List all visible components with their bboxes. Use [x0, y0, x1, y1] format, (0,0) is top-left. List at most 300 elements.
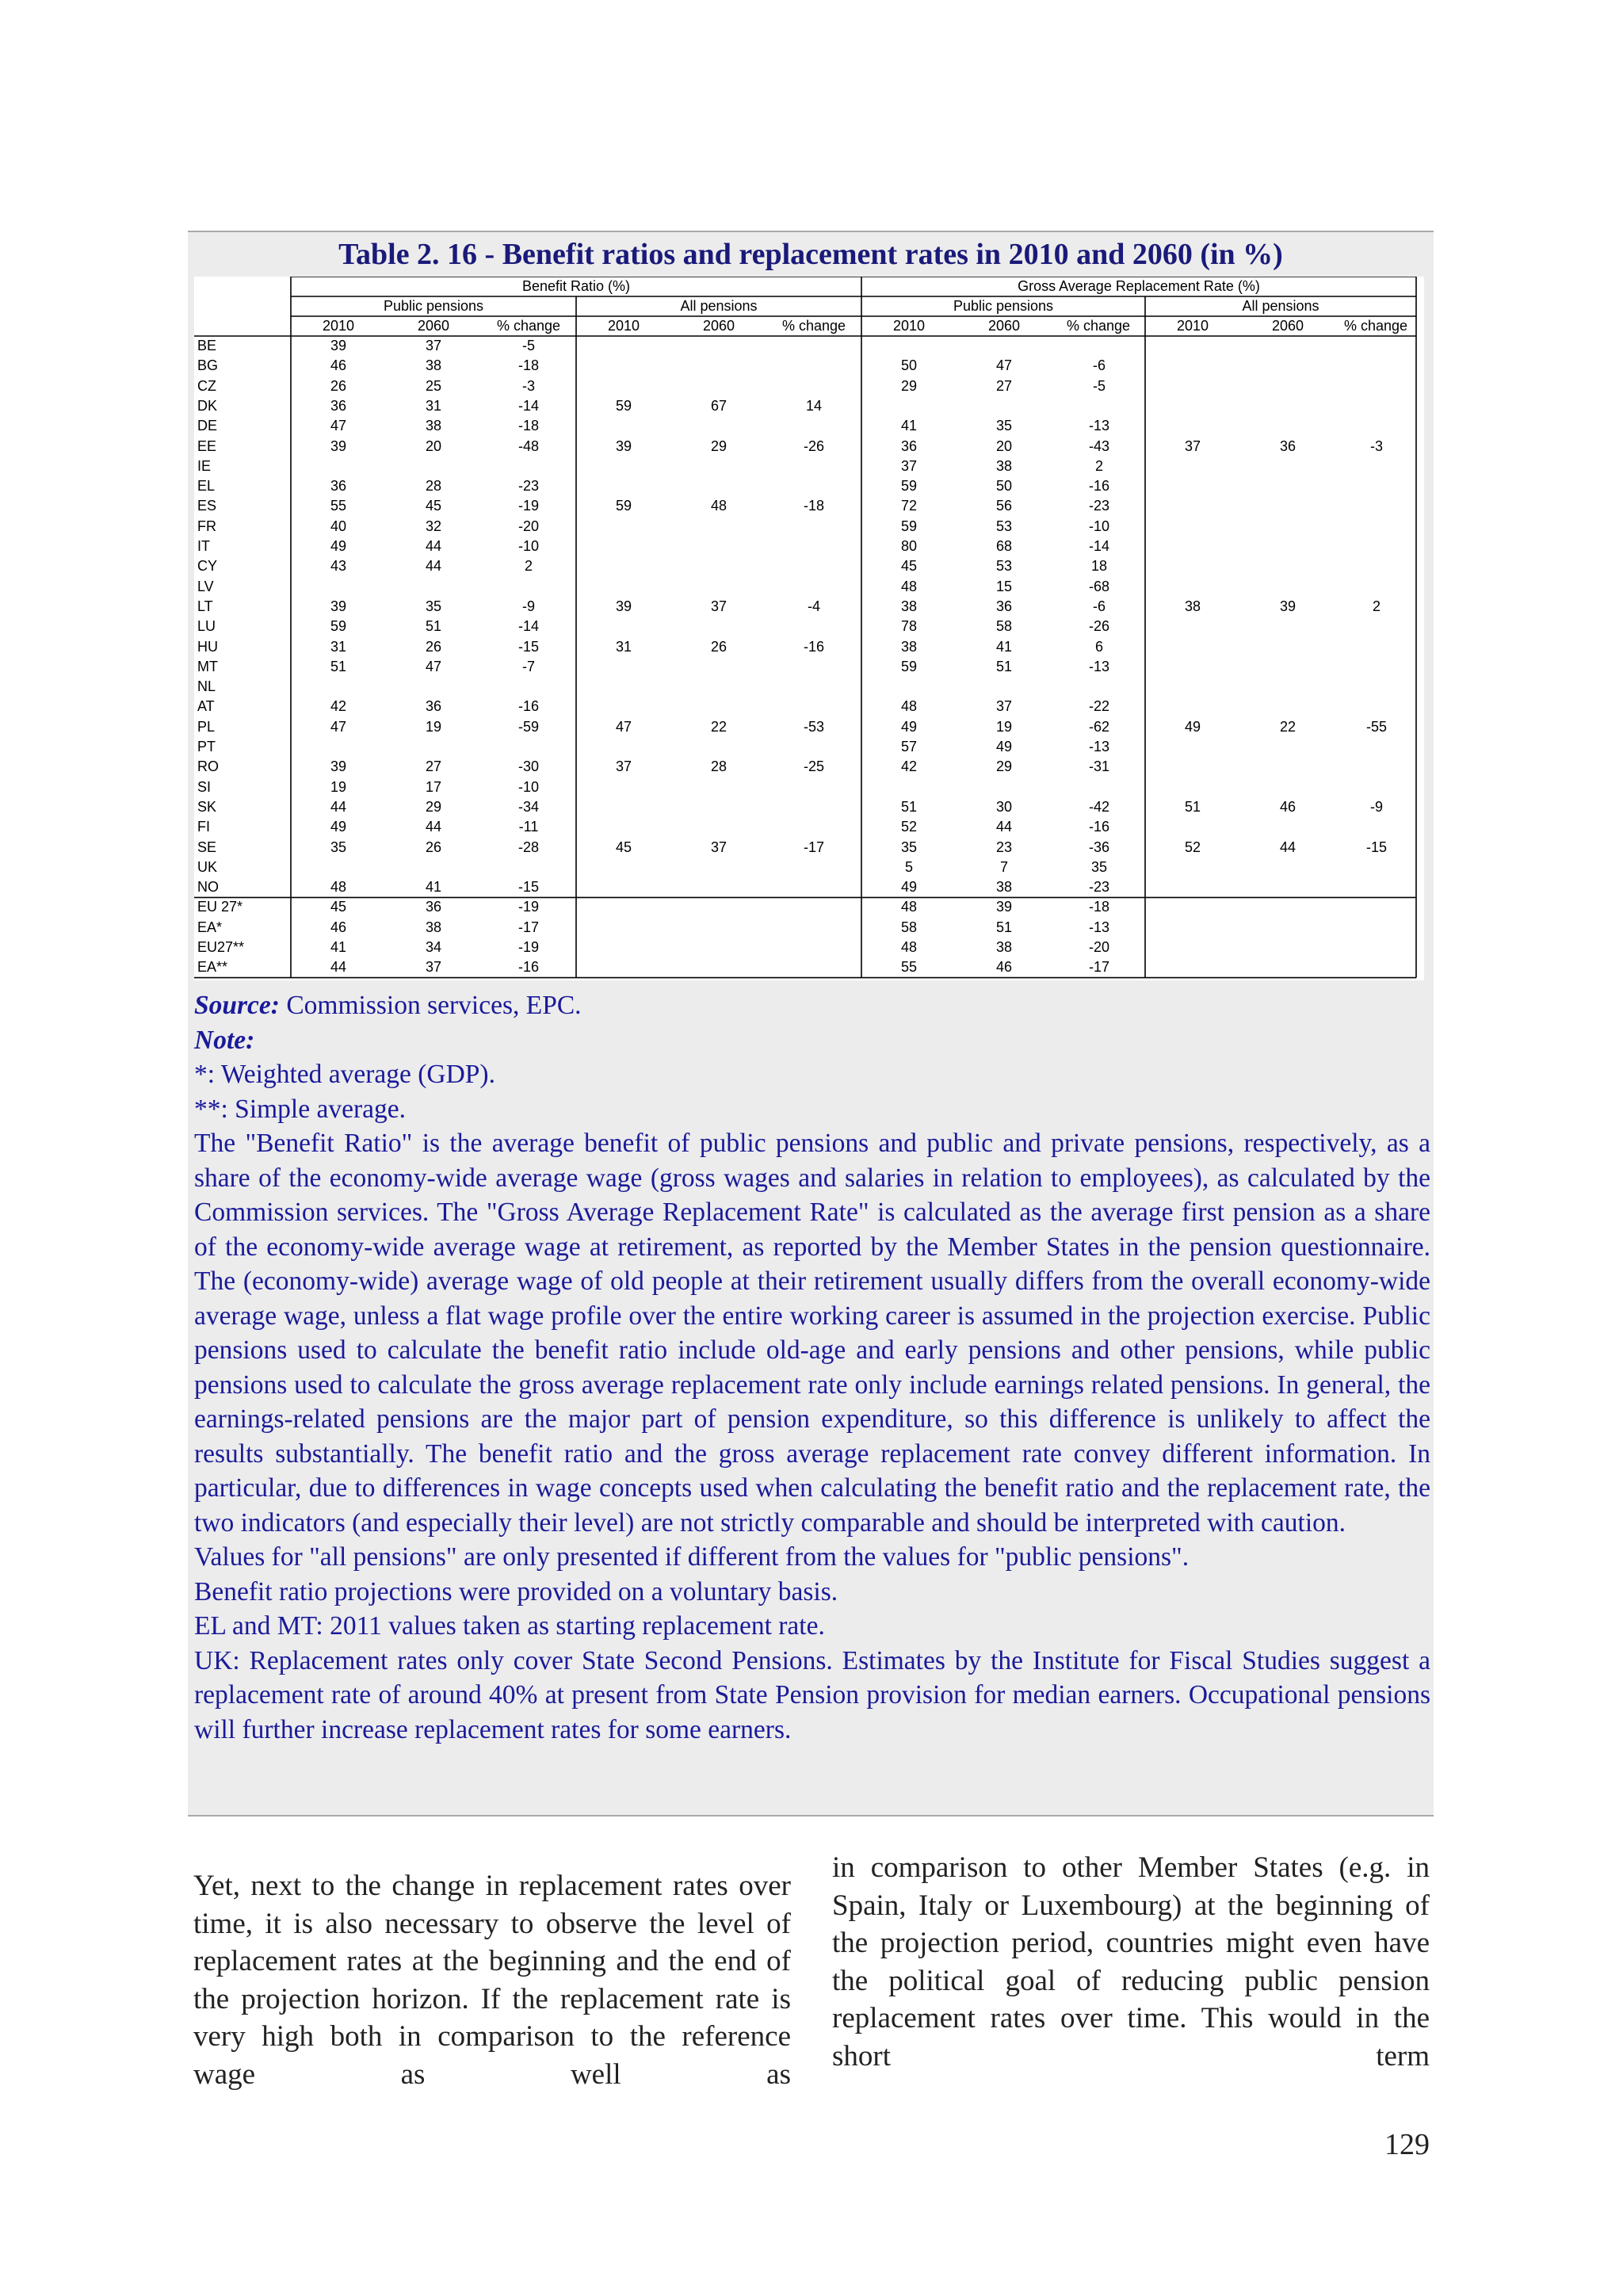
cell-br-pub-2010: 49	[330, 538, 347, 554]
source-text: Commission services, EPC.	[279, 991, 582, 1020]
country-code: CY	[197, 558, 218, 575]
cell-rr-pub-change: -17	[1088, 959, 1109, 976]
cell-rr-all-2010	[1153, 858, 1232, 877]
cell-rr-all-change	[1337, 677, 1416, 697]
cell-rr-all-2010	[1153, 356, 1232, 376]
country-code: NO	[197, 879, 219, 896]
cell-br-all-change: -53	[803, 718, 824, 735]
header-br-public-2060: 2060	[417, 318, 450, 334]
cell-rr-all-2010	[1153, 817, 1232, 837]
cell-rr-all-change	[1337, 537, 1416, 556]
cell-rr-pub-change: -68	[1088, 578, 1109, 594]
cell-br-pub-change	[489, 677, 568, 697]
cell-rr-pub-change: -36	[1088, 839, 1109, 855]
cell-rr-pub-change: 6	[1094, 638, 1103, 655]
cell-br-all-change: -16	[803, 638, 824, 655]
cell-rr-all-2060	[1248, 877, 1327, 897]
cell-br-pub-2060: 35	[425, 598, 442, 614]
cell-rr-pub-2010	[869, 677, 949, 697]
cell-br-all-change	[774, 918, 854, 938]
cell-rr-all-change: 2	[1372, 598, 1381, 614]
cell-rr-all-2010	[1153, 938, 1232, 957]
cell-rr-all-2060	[1248, 537, 1327, 556]
country-code: PT	[197, 739, 216, 755]
cell-rr-pub-2060: 30	[995, 798, 1013, 815]
cell-rr-pub-2060: 47	[995, 357, 1013, 374]
cell-rr-pub-2010: 58	[900, 919, 918, 935]
cell-br-all-2010: 59	[615, 397, 632, 414]
cell-br-all-change	[774, 697, 854, 716]
cell-rr-pub-2060	[964, 396, 1044, 416]
cell-rr-all-2060	[1248, 777, 1327, 797]
cell-rr-pub-2060: 27	[995, 377, 1013, 394]
cell-br-pub-change	[489, 737, 568, 757]
note-el-mt: EL and MT: 2011 values taken as starting replacement rate.	[194, 1611, 825, 1641]
header-br-public: Public pensions	[383, 298, 484, 314]
cell-rr-all-2060	[1248, 677, 1327, 697]
cell-br-pub-change	[489, 457, 568, 476]
cell-rr-pub-change: 2	[1094, 457, 1103, 474]
cell-rr-pub-2060: 44	[995, 819, 1013, 835]
cell-rr-all-2010	[1153, 657, 1232, 677]
cell-rr-pub-2010	[869, 336, 949, 356]
cell-rr-all-2060	[1248, 556, 1327, 576]
cell-rr-all-change	[1337, 396, 1416, 416]
cell-br-pub-2060	[394, 858, 473, 877]
cell-br-pub-2010: 31	[330, 638, 347, 655]
cell-br-pub-change: -18	[517, 418, 539, 434]
header-br-all-change: % change	[781, 318, 846, 334]
cell-rr-pub-2060: 36	[995, 598, 1013, 614]
cell-br-pub-2010: 46	[330, 919, 347, 935]
cell-br-all-change: -4	[807, 598, 820, 614]
cell-br-pub-change: -23	[517, 478, 539, 495]
cell-rr-all-2060	[1248, 938, 1327, 957]
cell-rr-pub-2010: 57	[900, 739, 918, 755]
cell-rr-all-change	[1337, 517, 1416, 537]
cell-br-all-change	[774, 336, 854, 356]
header-rr-all-2060: 2060	[1271, 318, 1304, 334]
header-rr-public: Public pensions	[953, 298, 1054, 314]
country-code: RO	[197, 758, 219, 775]
cell-br-pub-2010	[299, 858, 378, 877]
cell-rr-pub-2010: 49	[900, 718, 918, 735]
cell-br-all-2010	[584, 336, 663, 356]
header-br-public-2010: 2010	[322, 318, 355, 334]
cell-br-all-2010	[584, 577, 663, 597]
cell-br-pub-2060: 38	[425, 919, 442, 935]
cell-br-all-2060	[679, 617, 758, 636]
cell-rr-all-2010: 51	[1184, 798, 1201, 815]
cell-rr-pub-2010: 78	[900, 618, 918, 635]
cell-br-all-2010: 39	[615, 598, 632, 614]
cell-rr-pub-change: -13	[1088, 739, 1109, 755]
cell-br-all-change	[774, 957, 854, 977]
cell-br-pub-change: -10	[517, 538, 539, 554]
cell-rr-all-2060	[1248, 396, 1327, 416]
country-code: LU	[197, 618, 216, 635]
cell-br-pub-2060: 28	[425, 478, 442, 495]
cell-br-all-2010	[584, 537, 663, 556]
cell-rr-pub-2010: 51	[900, 798, 918, 815]
cell-br-all-2010: 59	[615, 498, 632, 514]
cell-br-pub-2060: 32	[425, 518, 442, 534]
body-text-right: in comparison to other Member States (e.g. in Spain, Italy or Luxembourg) at the beginning of the projection period, countries might even have the political goal of reducing public pension replacement rates over time. This would in the short term	[832, 1851, 1430, 2073]
cell-br-pub-change: -18	[517, 357, 539, 374]
country-code: LV	[197, 578, 214, 594]
cell-rr-pub-change: -22	[1088, 698, 1109, 715]
cell-rr-all-change	[1337, 957, 1416, 977]
cell-br-all-2060: 29	[710, 437, 727, 454]
cell-br-pub-2010: 59	[330, 618, 347, 635]
table-notes	[194, 988, 1430, 1747]
cell-rr-all-2060	[1248, 858, 1327, 877]
cell-br-all-2010	[584, 797, 663, 817]
cell-rr-pub-change: -16	[1088, 819, 1109, 835]
cell-br-pub-2010: 36	[330, 397, 347, 414]
cell-rr-pub-change: -43	[1088, 437, 1109, 454]
note-simple-average: **: Simple average.	[194, 1094, 406, 1124]
cell-br-all-change	[774, 657, 854, 677]
cell-br-all-2010	[584, 356, 663, 376]
cell-br-pub-change: -5	[521, 338, 535, 353]
cell-rr-pub-2010	[869, 777, 949, 797]
cell-br-all-change	[774, 476, 854, 496]
cell-rr-all-change	[1337, 376, 1416, 396]
cell-rr-pub-2010: 36	[900, 437, 918, 454]
cell-br-pub-2010: 44	[330, 798, 347, 815]
cell-rr-all-2010	[1153, 677, 1232, 697]
cell-br-all-change	[774, 617, 854, 636]
cell-br-all-change	[774, 457, 854, 476]
cell-br-pub-2010: 40	[330, 518, 347, 534]
cell-rr-pub-2010: 50	[900, 357, 918, 374]
cell-br-all-2010	[584, 517, 663, 537]
cell-rr-all-2010	[1153, 556, 1232, 576]
cell-br-pub-change	[489, 577, 568, 597]
cell-br-all-change	[774, 858, 854, 877]
cell-br-all-change	[774, 797, 854, 817]
cell-br-pub-change: -17	[517, 919, 539, 935]
cell-br-pub-change: -3	[521, 377, 535, 394]
cell-rr-all-change: -9	[1369, 798, 1383, 815]
cell-rr-pub-2060: 58	[995, 618, 1013, 635]
cell-rr-all-2060	[1248, 897, 1327, 917]
cell-rr-all-2010	[1153, 957, 1232, 977]
cell-br-pub-2060: 26	[425, 638, 442, 655]
cell-br-all-2060	[679, 817, 758, 837]
cell-rr-all-change	[1337, 496, 1416, 516]
cell-br-all-change: -26	[803, 437, 824, 454]
cell-rr-pub-change: -23	[1088, 498, 1109, 514]
cell-br-all-2010	[584, 777, 663, 797]
cell-br-all-change	[774, 897, 854, 917]
cell-rr-all-2010	[1153, 737, 1232, 757]
cell-rr-all-2010	[1153, 396, 1232, 416]
cell-br-all-2060	[679, 376, 758, 396]
cell-br-pub-2060: 17	[425, 778, 442, 795]
cell-rr-all-2010	[1153, 476, 1232, 496]
body-text-left: Yet, next to the change in replacement rates over time, it is also necessary to observe the level of replacement rates at the beginning and the end of the projection horizon. If the replacement rate is very high both in comparison to the reference wage as well as	[193, 1870, 791, 2091]
cell-br-pub-2060: 37	[425, 959, 442, 976]
cell-br-all-change: -17	[803, 839, 824, 855]
header-br-all-2060: 2060	[702, 318, 735, 334]
cell-rr-all-2060	[1248, 697, 1327, 716]
cell-br-pub-change: -16	[517, 959, 539, 976]
country-code: DK	[197, 397, 218, 414]
cell-br-pub-change: -14	[517, 397, 539, 414]
header-br-public-change: % change	[496, 318, 561, 334]
country-code: AT	[197, 698, 215, 715]
cell-br-pub-change: -10	[517, 778, 539, 795]
cell-br-pub-change: -20	[517, 518, 539, 534]
cell-br-all-2010: 37	[615, 758, 632, 775]
cell-rr-all-2060	[1248, 817, 1327, 837]
cell-rr-all-2060	[1248, 416, 1327, 436]
cell-br-all-2060	[679, 737, 758, 757]
cell-br-pub-2060: 44	[425, 538, 442, 554]
cell-br-all-change	[774, 577, 854, 597]
cell-rr-all-2010	[1153, 877, 1232, 897]
cell-br-all-2060	[679, 918, 758, 938]
page-number: 129	[1384, 2128, 1430, 2161]
cell-rr-all-2010	[1153, 617, 1232, 636]
cell-br-pub-change: -15	[517, 879, 539, 896]
cell-br-all-2060	[679, 416, 758, 436]
source-line	[194, 988, 1430, 1023]
cell-rr-pub-2060: 39	[995, 899, 1013, 915]
cell-rr-all-2010	[1153, 537, 1232, 556]
cell-rr-all-2060	[1248, 757, 1327, 777]
cell-rr-pub-change: -42	[1088, 798, 1109, 815]
cell-rr-pub-2060: 53	[995, 558, 1013, 575]
cell-br-all-change	[774, 556, 854, 576]
cell-rr-pub-2010: 38	[900, 598, 918, 614]
cell-rr-all-2010	[1153, 496, 1232, 516]
cell-br-pub-2060: 31	[425, 397, 442, 414]
cell-rr-pub-2060: 51	[995, 919, 1013, 935]
cell-rr-pub-change	[1060, 336, 1139, 356]
note-uk: UK: Replacement rates only cover State Second Pensions. Estimates by the Institute for Fiscal Studies suggest a replacement rate of around 40% at present from State Pension provision for median earners. Occupational pensions will further increase replacement rates for some earners.	[194, 1645, 1430, 1744]
country-code: EE	[197, 437, 217, 454]
cell-rr-all-change	[1337, 617, 1416, 636]
cell-br-pub-2060: 20	[425, 437, 442, 454]
cell-rr-all-2060: 46	[1279, 798, 1296, 815]
cell-rr-all-change	[1337, 817, 1416, 837]
data-table	[194, 277, 1424, 980]
cell-br-pub-change: -7	[521, 658, 535, 674]
cell-rr-pub-2010: 35	[900, 839, 918, 855]
cell-br-pub-2060: 44	[425, 819, 442, 835]
cell-br-all-2060	[679, 697, 758, 716]
table-title: Table 2. 16 - Benefit ratios and replacement rates in 2010 and 2060 (in %)	[338, 238, 1283, 271]
header-rr-all-change: % change	[1343, 318, 1408, 334]
cell-rr-all-2010	[1153, 577, 1232, 597]
cell-br-all-change	[774, 376, 854, 396]
cell-rr-all-2060	[1248, 637, 1327, 657]
country-code: SK	[197, 798, 217, 815]
cell-rr-all-2060: 44	[1279, 839, 1296, 855]
cell-br-pub-2060	[394, 577, 473, 597]
cell-br-pub-2010: 49	[330, 819, 347, 835]
country-code: BG	[197, 357, 219, 374]
cell-br-pub-2060: 36	[425, 698, 442, 715]
cell-rr-all-2060	[1248, 356, 1327, 376]
cell-br-all-2060	[679, 556, 758, 576]
cell-br-all-2010	[584, 858, 663, 877]
cell-br-all-change	[774, 777, 854, 797]
cell-br-pub-change: -34	[517, 798, 539, 815]
cell-rr-all-2010: 37	[1184, 437, 1201, 454]
cell-rr-all-2060	[1248, 476, 1327, 496]
cell-br-pub-2010: 51	[330, 658, 347, 674]
cell-rr-all-2060	[1248, 457, 1327, 476]
cell-rr-pub-change: -6	[1092, 598, 1106, 614]
note-voluntary: Benefit ratio projections were provided on a voluntary basis.	[194, 1576, 838, 1606]
cell-br-all-2010	[584, 657, 663, 677]
country-code: CZ	[197, 377, 216, 394]
cell-br-pub-change: -9	[521, 598, 535, 614]
cell-rr-pub-2060: 38	[995, 879, 1013, 896]
cell-br-all-2060: 26	[710, 638, 727, 655]
cell-br-all-2060	[679, 777, 758, 797]
cell-rr-pub-change	[1060, 677, 1139, 697]
cell-rr-pub-2060: 23	[995, 839, 1013, 855]
cell-br-all-2010	[584, 938, 663, 957]
country-code: SE	[197, 839, 217, 855]
cell-br-pub-2060: 41	[425, 879, 442, 896]
cell-rr-all-change	[1337, 697, 1416, 716]
cell-br-pub-2010	[299, 677, 378, 697]
cell-rr-pub-2060: 15	[995, 578, 1013, 594]
cell-rr-all-change	[1337, 897, 1416, 917]
cell-rr-pub-2060: 53	[995, 518, 1013, 534]
cell-br-pub-2010: 42	[330, 698, 347, 715]
cell-rr-pub-2060: 46	[995, 959, 1013, 976]
cell-br-pub-2060: 36	[425, 899, 442, 915]
cell-br-all-2060	[679, 517, 758, 537]
cell-rr-pub-change: -62	[1088, 718, 1109, 735]
cell-br-pub-2010: 47	[330, 718, 347, 735]
cell-rr-pub-2060: 7	[999, 858, 1008, 875]
cell-br-pub-2010: 47	[330, 418, 347, 434]
cell-rr-pub-change: 35	[1090, 858, 1108, 875]
cell-br-pub-2010: 26	[330, 377, 347, 394]
cell-rr-pub-2060: 68	[995, 538, 1013, 554]
country-code: EL	[197, 478, 216, 495]
cell-br-pub-change: -48	[517, 437, 539, 454]
cell-rr-all-2010	[1153, 757, 1232, 777]
cell-br-pub-change: -19	[517, 899, 539, 915]
cell-br-all-change	[774, 737, 854, 757]
cell-br-all-2060	[679, 476, 758, 496]
cell-rr-pub-2060: 19	[995, 718, 1013, 735]
cell-rr-pub-2060: 35	[995, 418, 1013, 434]
cell-rr-pub-change: 18	[1090, 558, 1108, 575]
cell-br-all-2010	[584, 737, 663, 757]
cell-rr-all-2060: 22	[1279, 718, 1296, 735]
cell-rr-pub-2060: 37	[995, 698, 1013, 715]
cell-rr-pub-change	[1060, 777, 1139, 797]
cell-br-all-2010	[584, 556, 663, 576]
cell-br-all-change	[774, 877, 854, 897]
cell-br-pub-2010: 55	[330, 498, 347, 514]
cell-rr-pub-change: -14	[1088, 538, 1109, 554]
cell-rr-all-2010: 38	[1184, 598, 1201, 614]
country-code: SI	[197, 778, 212, 795]
cell-br-pub-2010: 36	[330, 478, 347, 495]
cell-br-all-2010	[584, 877, 663, 897]
cell-br-all-2060: 37	[710, 598, 727, 614]
country-code: EA*	[197, 919, 223, 935]
cell-rr-pub-change: -31	[1088, 758, 1109, 775]
cell-br-all-2010	[584, 897, 663, 917]
cell-rr-all-change	[1337, 416, 1416, 436]
cell-rr-all-change	[1337, 737, 1416, 757]
note-all-pensions: Values for "all pensions" are only presented if different from the values for "public pensions".	[194, 1542, 1190, 1572]
cell-br-all-2010	[584, 918, 663, 938]
cell-br-all-change	[774, 817, 854, 837]
country-code: ES	[197, 498, 217, 514]
cell-rr-pub-change: -20	[1088, 939, 1109, 955]
cell-br-all-2060: 22	[710, 718, 727, 735]
cell-br-all-2010	[584, 617, 663, 636]
cell-rr-all-2060: 39	[1279, 598, 1296, 614]
header-replacement-rate: Gross Average Replacement Rate (%)	[1018, 278, 1260, 294]
note-weighted-average: *: Weighted average (GDP).	[194, 1060, 495, 1089]
cell-br-all-2060	[679, 938, 758, 957]
cell-br-all-2060: 67	[710, 397, 727, 414]
cell-rr-pub-2060	[964, 336, 1044, 356]
cell-rr-all-2010	[1153, 457, 1232, 476]
country-code: EU 27*	[197, 899, 243, 915]
country-code: NL	[197, 678, 216, 695]
cell-br-pub-2060: 45	[425, 498, 442, 514]
cell-rr-pub-2010: 38	[900, 638, 918, 655]
header-rr-public-2010: 2010	[892, 318, 926, 334]
cell-br-pub-2010: 39	[330, 598, 347, 614]
cell-rr-pub-change: -13	[1088, 919, 1109, 935]
cell-br-pub-2010	[299, 577, 378, 597]
cell-rr-pub-2060	[964, 777, 1044, 797]
cell-rr-pub-2060: 20	[995, 437, 1013, 454]
cell-rr-all-2010	[1153, 517, 1232, 537]
header-rr-public-change: % change	[1066, 318, 1131, 334]
cell-rr-pub-2010: 55	[900, 959, 918, 976]
cell-rr-pub-2060: 49	[995, 739, 1013, 755]
cell-br-all-change	[774, 517, 854, 537]
cell-rr-all-2010	[1153, 336, 1232, 356]
cell-rr-all-2060	[1248, 657, 1327, 677]
cell-rr-pub-2010	[869, 396, 949, 416]
cell-br-pub-2060	[394, 677, 473, 697]
cell-br-pub-2060: 34	[425, 939, 442, 955]
cell-rr-pub-2010: 41	[900, 418, 918, 434]
cell-rr-all-change	[1337, 476, 1416, 496]
cell-rr-pub-change: -26	[1088, 618, 1109, 635]
cell-br-all-2060	[679, 677, 758, 697]
cell-br-pub-2060	[394, 737, 473, 757]
cell-rr-pub-2060: 29	[995, 758, 1013, 775]
cell-br-all-2060	[679, 457, 758, 476]
country-code: EA**	[197, 959, 228, 976]
country-code: MT	[197, 658, 218, 674]
country-code: FI	[197, 819, 210, 835]
note-definitions: The "Benefit Ratio" is the average benefit of public pensions and public and private pensions, respectively, as a share of the economy-wide average wage (gross wages and salaries in relation to employees), as calculated by the Commission services. The "Gross Average Replacement Rate" is calculated as the average first pension as a share of the economy-wide average wage at retirement, as reported by the Member States in the pension questionnaire. The (economy-wide) average wage of old people at their retirement usually differs from the overall economy-wide average wage, unless a flat wage profile over the entire working career is assumed in the projection exercise. Public pensions used to calculate the benefit ratio include old-age and early pensions and other pensions, while public pensions used to calculate the gross average replacement rate only include earnings related pensions. In general, the earnings-related pensions are the major part of pension expenditure, so this difference is unlikely to affect the results substantially. The benefit ratio and the gross average replacement rate convey different information. In particular, due to differences in wage concepts used when calculating the benefit ratio and the replacement rate, the two indicators (and especially their level) are not strictly comparable and should be interpreted with caution.	[194, 1129, 1430, 1538]
cell-rr-all-2060	[1248, 517, 1327, 537]
cell-rr-pub-2060	[964, 677, 1044, 697]
cell-br-pub-2060: 26	[425, 839, 442, 855]
